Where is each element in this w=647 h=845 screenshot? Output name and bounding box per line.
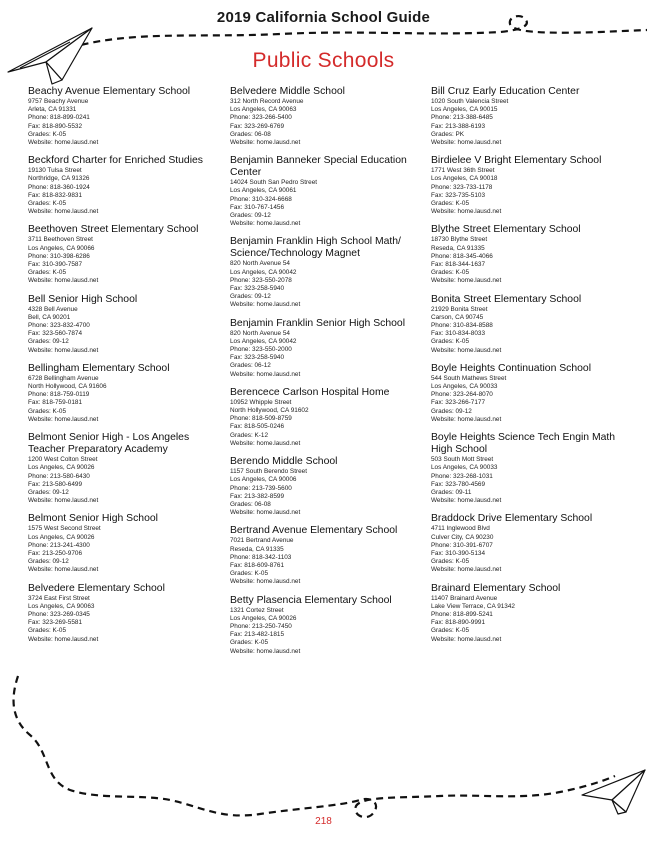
school-grades: Grades: 06-08: [230, 130, 271, 138]
school-name: Boyle Heights Continuation School: [431, 362, 591, 374]
school-website: Website: home.lausd.net: [28, 208, 99, 216]
school-address: 1575 West Second Street: [28, 525, 101, 533]
school-name: Beachy Avenue Elementary School: [28, 86, 191, 97]
school-grades: Grades: K-05: [28, 200, 67, 208]
school-website: Website: home.lausd.net: [431, 139, 502, 147]
school-grades: Grades: K-05: [431, 338, 470, 346]
school-website: Website: home.lausd.net: [230, 509, 301, 517]
school-phone: Phone: 818-509-8759: [230, 415, 292, 423]
school-entry: [28, 513, 228, 574]
school-fax: Fax: 323-258-5940: [230, 285, 285, 293]
school-column-3: [431, 86, 631, 644]
school-phone: Phone: 818-759-0119: [28, 391, 90, 399]
school-city: Los Angeles, CA 90026: [230, 614, 297, 622]
school-website: Website: home.lausd.net: [230, 370, 301, 378]
school-website: Website: home.lausd.net: [230, 220, 301, 228]
school-city: Los Angeles, CA 90063: [28, 602, 95, 610]
school-fax: Fax: 310-834-8033: [431, 330, 486, 338]
school-phone: Phone: 818-342-1103: [230, 553, 292, 561]
school-city: Culver City, CA 90230: [431, 533, 494, 541]
school-name: Blythe Street Elementary School: [431, 224, 581, 236]
school-entry: [431, 224, 631, 285]
school-entry: [28, 583, 228, 644]
school-website: Website: home.lausd.net: [28, 139, 99, 147]
school-website: Website: home.lausd.net: [230, 578, 301, 586]
school-name: Benjamin Franklin High School Math/ Science/Technology Magnet: [230, 236, 401, 260]
school-phone: Phone: 323-550-2078: [230, 276, 292, 284]
school-name: Benjamin Banneker Special Education Center: [230, 155, 407, 179]
school-fax: Fax: 323-780-4569: [431, 480, 486, 488]
school-website: Website: home.lausd.net: [431, 277, 502, 285]
school-entry: [28, 432, 228, 505]
school-address: 544 South Mathews Street: [431, 374, 507, 382]
school-name: Bertrand Avenue Elementary School: [230, 525, 398, 537]
school-entry: [28, 86, 228, 147]
school-address: 11407 Brainard Avenue: [431, 594, 498, 602]
school-grades: Grades: 09-12: [28, 488, 69, 496]
school-name: Belmont Senior High School: [28, 513, 158, 525]
school-name: Benjamin Franklin Senior High School: [230, 317, 405, 329]
school-name: Berencece Carlson Hospital Home: [230, 386, 390, 398]
school-grades: Grades: K-05: [28, 130, 67, 138]
school-grades: Grades: PK: [431, 130, 465, 138]
school-grades: Grades: 09-12: [28, 558, 69, 566]
school-city: North Hollywood, CA 91606: [28, 383, 107, 391]
school-grades: Grades: K-05: [28, 407, 67, 415]
school-fax: Fax: 323-258-5940: [230, 354, 285, 362]
page-number: 218: [315, 816, 332, 827]
school-fax: Fax: 323-560-7874: [28, 330, 83, 338]
school-city: Bell, CA 90201: [28, 313, 71, 321]
school-city: Los Angeles, CA 90033: [431, 383, 498, 391]
school-address: 1321 Cortez Street: [230, 606, 284, 614]
school-city: North Hollywood, CA 91602: [230, 407, 309, 415]
school-address: 18730 Blythe Street: [431, 236, 488, 244]
school-phone: Phone: 818-899-0241: [28, 114, 90, 122]
school-name: Berendo Middle School: [230, 456, 338, 468]
school-city: Los Angeles, CA 90026: [28, 533, 95, 541]
school-city: Los Angeles, CA 90018: [431, 175, 498, 183]
school-city: Los Angeles, CA 90066: [28, 244, 95, 252]
school-phone: Phone: 213-739-5600: [230, 484, 292, 492]
school-fax: Fax: 818-832-9831: [28, 191, 83, 199]
school-website: Website: home.lausd.net: [28, 635, 99, 643]
school-address: 6728 Bellingham Avenue: [28, 374, 99, 382]
school-entry: [28, 363, 228, 424]
school-phone: Phone: 323-266-5400: [230, 114, 292, 122]
school-name: Boyle Heights Science Tech Engin Math High School: [431, 432, 616, 456]
school-website: Website: home.lausd.net: [431, 208, 502, 216]
school-address: 820 North Avenue 54: [230, 260, 290, 268]
school-grades: Grades: 09-12: [28, 338, 69, 346]
school-name: Betty Plasencia Elementary School: [230, 594, 392, 606]
school-address: 1020 South Valencia Street: [431, 98, 509, 105]
school-phone: Phone: 213-388-6485: [431, 114, 493, 122]
school-column-2: [230, 86, 430, 656]
school-grades: Grades: K-05: [431, 200, 470, 208]
school-grades: Grades: K-05: [28, 269, 67, 277]
school-website: Website: home.lausd.net: [431, 566, 502, 574]
school-name: Braddock Drive Elementary School: [431, 513, 593, 525]
school-grades: Grades: K-12: [230, 431, 269, 439]
school-entry: [28, 224, 228, 285]
school-phone: Phone: 310-324-6668: [230, 195, 292, 203]
school-fax: Fax: 310-767-1456: [230, 203, 285, 211]
school-grades: Grades: 09-12: [230, 293, 271, 301]
school-entry: [431, 155, 631, 216]
school-fax: Fax: 323-266-7177: [431, 399, 486, 407]
school-grades: Grades: 09-11: [431, 488, 472, 496]
school-address: 14024 South San Pedro Street: [230, 179, 318, 187]
school-fax: Fax: 818-609-8761: [230, 561, 285, 569]
school-website: Website: home.lausd.net: [431, 635, 502, 643]
school-city: Lake View Terrace, CA 91342: [431, 602, 515, 610]
school-city: Los Angeles, CA 90006: [230, 476, 297, 484]
school-entry: [230, 456, 430, 517]
school-address: 19130 Tulsa Street: [28, 167, 82, 175]
school-column-1: [28, 86, 228, 644]
school-fax: Fax: 323-269-5581: [28, 619, 83, 627]
school-entry: [230, 595, 430, 656]
school-phone: Phone: 323-832-4700: [28, 322, 90, 330]
school-entry: [431, 294, 631, 355]
school-entry: [230, 86, 430, 147]
school-website: Website: home.lausd.net: [230, 439, 301, 447]
school-name: Brainard Elementary School: [431, 582, 561, 594]
school-phone: Phone: 310-398-6286: [28, 252, 90, 260]
school-grades: Grades: 09-12: [431, 407, 472, 415]
school-fax: Fax: 213-388-6193: [431, 122, 486, 130]
school-entry: [431, 432, 631, 505]
school-grades: Grades: K-05: [431, 627, 470, 635]
school-phone: Phone: 818-345-4066: [431, 252, 493, 260]
school-entry: [230, 236, 430, 309]
school-name: Birdielee V Bright Elementary School: [431, 155, 602, 167]
school-fax: Fax: 818-890-9991: [431, 619, 486, 627]
school-city: Northridge, CA 91326: [28, 175, 90, 183]
school-website: Website: home.lausd.net: [230, 301, 301, 309]
school-phone: Phone: 818-899-5241: [431, 610, 493, 618]
school-city: Reseda, CA 91335: [230, 545, 284, 553]
school-address: 1157 South Berendo Street: [230, 468, 307, 476]
school-grades: Grades: 09-12: [230, 212, 271, 220]
school-fax: Fax: 213-580-6499: [28, 480, 83, 488]
school-entry: [230, 318, 430, 379]
school-city: Los Angeles, CA 90042: [230, 337, 297, 345]
school-website: Website: home.lausd.net: [431, 346, 502, 354]
school-website: Website: home.lausd.net: [28, 277, 99, 285]
section-title: Public Schools: [252, 49, 395, 72]
school-entry: [431, 86, 631, 147]
school-phone: Phone: 310-391-6707: [431, 541, 493, 549]
school-phone: Phone: 323-269-0345: [28, 610, 90, 618]
school-website: Website: home.lausd.net: [28, 346, 99, 354]
school-fax: Fax: 323-269-6769: [230, 122, 285, 130]
school-entry: [230, 525, 430, 586]
page-title: 2019 California School Guide: [216, 9, 431, 26]
school-name: Beckford Charter for Enriched Studies: [28, 155, 203, 167]
school-phone: Phone: 323-733-1178: [431, 183, 493, 191]
school-fax: Fax: 818-759-0181: [28, 399, 83, 407]
school-address: 4711 Inglewood Blvd: [431, 525, 490, 533]
school-entry: [230, 155, 430, 228]
school-city: Los Angeles, CA 90063: [230, 106, 297, 114]
school-grades: Grades: 06-08: [230, 500, 271, 508]
school-address: 21929 Bonita Street: [431, 305, 488, 313]
school-phone: Phone: 818-360-1924: [28, 183, 90, 191]
school-website: Website: home.lausd.net: [230, 139, 301, 147]
school-website: Website: home.lausd.net: [431, 497, 502, 505]
school-grades: Grades: K-05: [230, 570, 269, 578]
school-name: Beethoven Street Elementary School: [28, 224, 199, 236]
school-city: Arleta, CA 91331: [28, 106, 77, 114]
school-name: Belvedere Middle School: [230, 86, 345, 97]
school-phone: Phone: 323-264-8070: [431, 391, 493, 399]
school-phone: Phone: 323-268-1031: [431, 472, 493, 480]
school-grades: Grades: K-05: [230, 639, 269, 647]
school-address: 1200 West Colton Street: [28, 456, 98, 464]
school-name: Bellingham Elementary School: [28, 362, 170, 374]
school-phone: Phone: 213-250-7450: [230, 622, 292, 630]
school-address: 3724 East First Street: [28, 594, 90, 602]
school-website: Website: home.lausd.net: [28, 415, 99, 423]
school-website: Website: home.lausd.net: [28, 566, 99, 574]
school-website: Website: home.lausd.net: [431, 415, 502, 423]
school-address: 312 North Record Avenue: [230, 98, 304, 105]
school-fax: Fax: 818-505-0246: [230, 423, 285, 431]
school-entry: [28, 294, 228, 355]
school-address: 3711 Beethoven Street: [28, 236, 93, 244]
school-fax: Fax: 310-390-7587: [28, 261, 83, 269]
school-fax: Fax: 818-890-5532: [28, 122, 83, 130]
school-phone: Phone: 213-580-6430: [28, 472, 90, 480]
school-address: 4328 Bell Avenue: [28, 305, 78, 313]
school-city: Reseda, CA 91335: [431, 244, 485, 252]
school-name: Bonita Street Elementary School: [431, 293, 582, 305]
school-fax: Fax: 213-482-1815: [230, 631, 285, 639]
school-phone: Phone: 310-834-8588: [431, 322, 493, 330]
school-entry: [28, 155, 228, 216]
school-address: 10952 Whipple Street: [230, 398, 292, 406]
school-entry: [431, 513, 631, 574]
school-fax: Fax: 323-735-5103: [431, 191, 486, 199]
school-city: Los Angeles, CA 90015: [431, 106, 498, 114]
school-fax: Fax: 818-344-1637: [431, 261, 486, 269]
school-city: Los Angeles, CA 90061: [230, 187, 297, 195]
paper-airplane-icon: [582, 770, 645, 814]
school-grades: Grades: K-05: [28, 627, 67, 635]
school-website: Website: home.lausd.net: [230, 647, 301, 655]
school-address: 7021 Bertrand Avenue: [230, 537, 294, 545]
school-address: 820 North Avenue 54: [230, 329, 290, 337]
school-fax: Fax: 310-390-5134: [431, 549, 486, 557]
school-name: Belmont Senior High - Los Angeles Teacher Preparatory Academy: [28, 432, 190, 456]
school-entry: [431, 363, 631, 424]
school-address: 1771 West 36th Street: [431, 167, 495, 175]
school-phone: Phone: 323-550-2000: [230, 346, 292, 354]
school-address: 503 South Mott Street: [431, 456, 494, 464]
school-name: Belvedere Elementary School: [28, 582, 165, 594]
school-city: Los Angeles, CA 90033: [431, 464, 498, 472]
school-name: Bell Senior High School: [28, 293, 138, 305]
school-city: Los Angeles, CA 90026: [28, 464, 95, 472]
school-phone: Phone: 213-241-4300: [28, 541, 90, 549]
school-fax: Fax: 213-382-8599: [230, 492, 285, 500]
school-city: Carson, CA 90745: [431, 313, 484, 321]
school-grades: Grades: K-05: [431, 269, 470, 277]
school-address: 9757 Beachy Avenue: [28, 98, 89, 105]
school-entry: [431, 583, 631, 644]
school-fax: Fax: 213-250-9706: [28, 549, 83, 557]
school-city: Los Angeles, CA 90042: [230, 268, 297, 276]
school-name: Bill Cruz Early Education Center: [431, 86, 580, 97]
school-website: Website: home.lausd.net: [28, 497, 99, 505]
school-grades: Grades: K-05: [431, 558, 470, 566]
school-grades: Grades: 06-12: [230, 362, 271, 370]
school-entry: [230, 387, 430, 448]
